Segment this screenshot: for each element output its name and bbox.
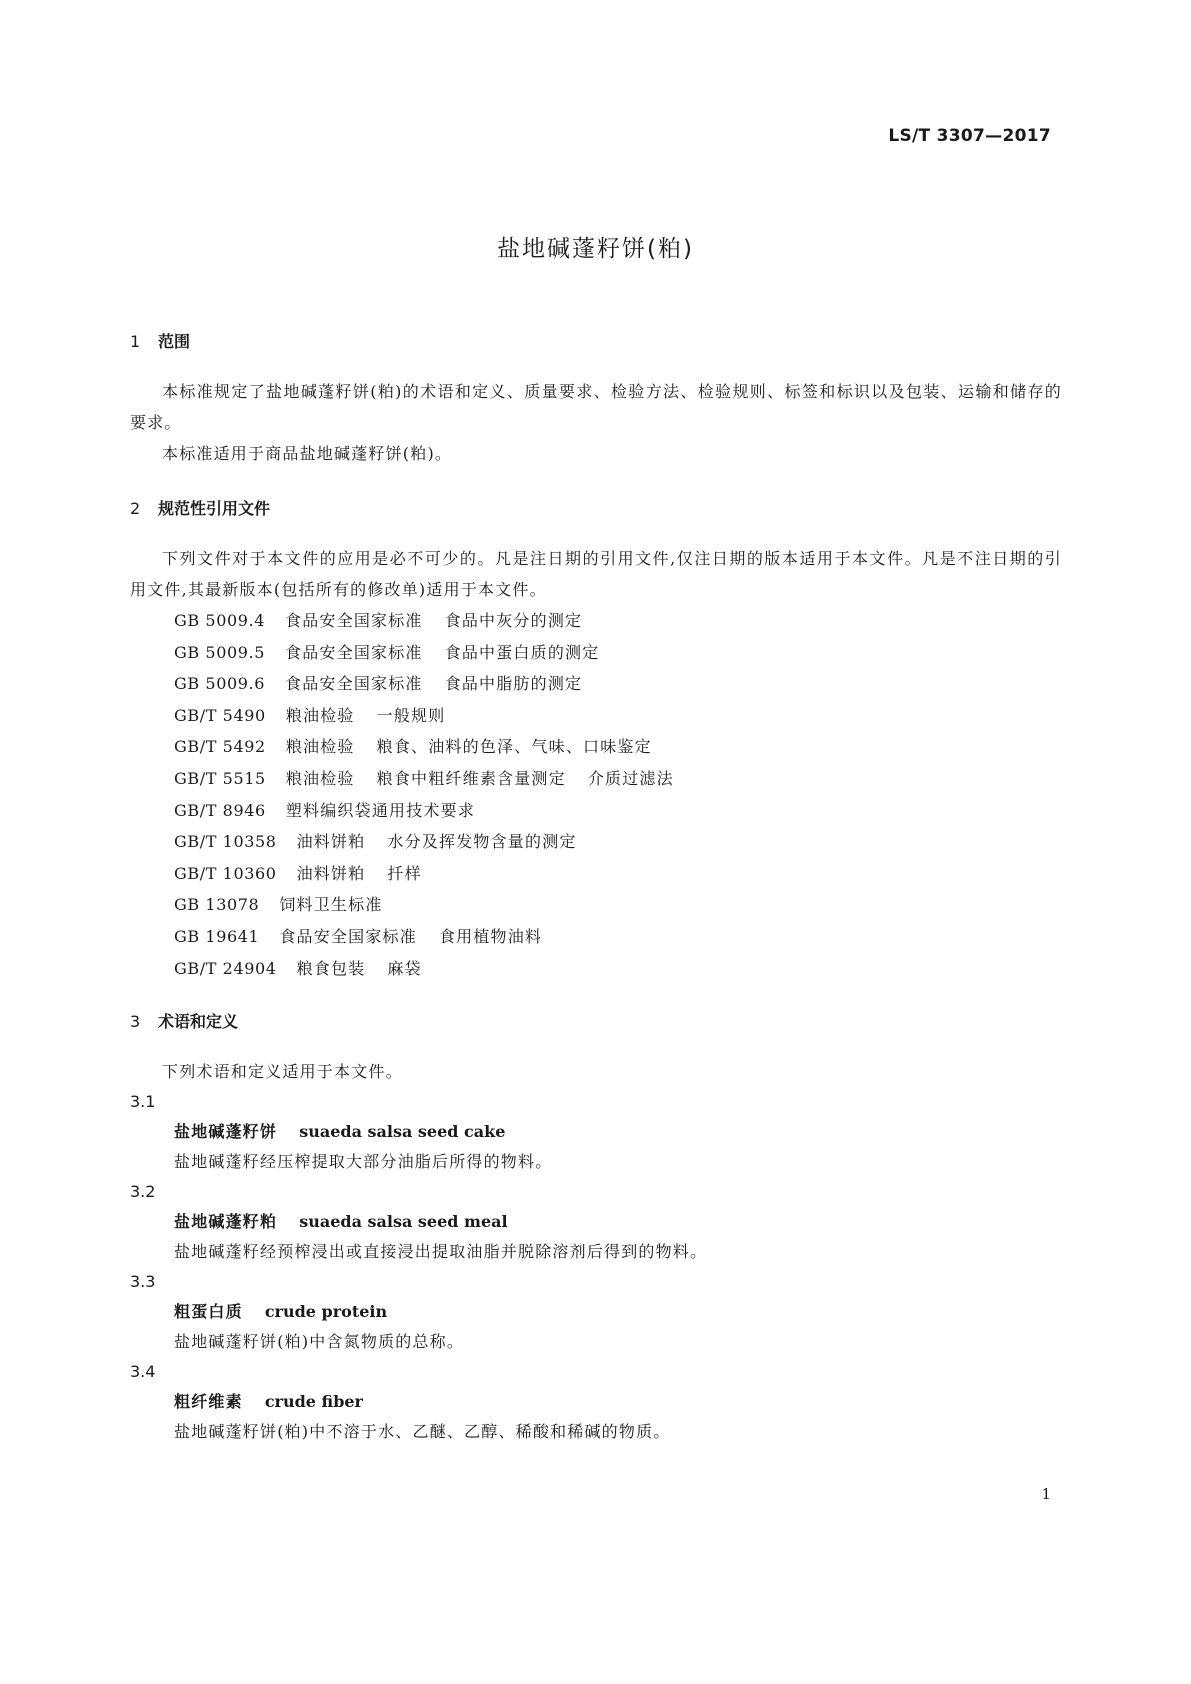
term-definition: 盐地碱蓬籽经预榨浸出或直接浸出提取油脂并脱除溶剂后得到的物料。: [174, 1242, 708, 1262]
reference-title-part: 食品中蛋白质的测定: [444, 642, 600, 662]
term-english: crude fiber: [264, 1392, 363, 1412]
reference-title: [286, 737, 652, 756]
reference-item: [130, 637, 1062, 669]
term-heading: [130, 1207, 1062, 1237]
term-number: 3.4: [130, 1362, 156, 1382]
standard-code: LS/T 3307—2017: [888, 126, 1051, 146]
reference-title: [285, 611, 582, 630]
reference-code: GB/T 10358: [174, 832, 277, 852]
reference-code: GB/T 5492: [174, 737, 266, 757]
section-number: 3: [130, 1012, 141, 1032]
reference-title: [279, 927, 542, 946]
reference-code: GB/T 24904: [174, 958, 277, 978]
reference-title-part: 油料饼粕: [296, 863, 366, 883]
section-title: 规范性引用文件: [158, 499, 271, 518]
reference-title-part: 油料饼粕: [296, 832, 366, 852]
section-title: 范围: [158, 332, 191, 351]
paragraph: 本标准规定了盐地碱蓬籽饼(粕)的术语和定义、质量要求、检验方法、检验规则、标签和标识以及包装、运输和储存的要求。: [130, 382, 1062, 432]
reference-title-part: 一般规则: [376, 705, 446, 725]
reference-code: GB/T 10360: [174, 863, 277, 883]
reference-title: [279, 895, 382, 914]
section-heading-terms-definitions: [130, 1010, 1062, 1034]
reference-title: [297, 832, 577, 851]
reference-title-part: 粮食、油料的色泽、气味、口味鉴定: [376, 737, 652, 757]
reference-title-part: 扦样: [387, 863, 422, 883]
term-number: 3.1: [130, 1092, 156, 1112]
reference-title-part: 粮油检验: [285, 705, 355, 725]
term-heading: [130, 1117, 1062, 1147]
section-number: 1: [130, 332, 141, 351]
paragraph: 下列术语和定义适用于本文件。: [162, 1062, 403, 1082]
term-chinese: 盐地碱蓬籽粕: [174, 1212, 278, 1232]
reference-code: GB 19641: [174, 926, 260, 946]
paragraph: 下列文件对于本文件的应用是必不可少的。凡是注日期的引用文件,仅注日期的版本适用于本文件。凡是不注日期的引用文件,其最新版本(包括所有的修改单)适用于本文件。: [130, 549, 1062, 599]
reference-item: [130, 889, 1062, 921]
reference-title-part: 粮油检验: [285, 737, 355, 757]
reference-title: [286, 769, 674, 788]
reference-item: [130, 953, 1062, 985]
reference-title: [297, 864, 422, 883]
reference-item: [130, 731, 1062, 763]
reference-title-part: 食品安全国家标准: [285, 642, 423, 662]
reference-title-part: 麻袋: [387, 958, 422, 978]
reference-code: GB 5009.6: [174, 674, 266, 694]
reference-title-part: 水分及挥发物含量的测定: [387, 832, 577, 852]
term-number: 3.3: [130, 1272, 156, 1292]
term-chinese: 粗蛋白质: [174, 1302, 243, 1322]
reference-code: GB/T 8946: [174, 800, 266, 820]
term-definition: 盐地碱蓬籽饼(粕)中含氮物质的总称。: [174, 1332, 465, 1352]
term-english: crude protein: [264, 1302, 388, 1322]
reference-item: [130, 858, 1062, 890]
reference-title-part: 饲料卫生标准: [279, 895, 383, 915]
term-english: suaeda salsa seed meal: [299, 1212, 508, 1232]
section-title: 术语和定义: [158, 1012, 239, 1032]
reference-title: [285, 643, 599, 662]
term-chinese: 盐地碱蓬籽饼: [174, 1122, 278, 1142]
reference-title-part: 粮油检验: [285, 768, 355, 788]
reference-code: GB 13078: [174, 895, 260, 915]
term-heading: [130, 1387, 1062, 1417]
reference-item: [130, 605, 1062, 637]
reference-code: GB/T 5515: [174, 768, 266, 788]
reference-title-part: 食品安全国家标准: [279, 926, 417, 946]
reference-item: [130, 826, 1062, 858]
reference-title: [286, 801, 475, 820]
reference-title-part: 粮食中粗纤维素含量测定: [376, 768, 566, 788]
reference-item: [130, 921, 1062, 953]
reference-title-part: 食品中脂肪的测定: [444, 674, 583, 694]
reference-title-part: 食品安全国家标准: [285, 674, 423, 694]
section-number: 2: [130, 499, 141, 518]
reference-item: [130, 763, 1062, 795]
reference-title-part: 食用植物油料: [438, 926, 543, 946]
reference-title-part: 介质过滤法: [587, 768, 674, 788]
term-definition: 盐地碱蓬籽饼(粕)中不溶于水、乙醚、乙醇、稀酸和稀碱的物质。: [174, 1422, 671, 1442]
reference-title-part: 粮食包装: [296, 958, 366, 978]
term-number: 3.2: [130, 1182, 156, 1202]
reference-title-part: 食品中灰分的测定: [444, 611, 583, 630]
term-english: suaeda salsa seed cake: [299, 1122, 506, 1142]
reference-code: GB 5009.4: [174, 611, 266, 630]
page-number: 1: [1041, 1485, 1051, 1503]
reference-code: GB/T 5490: [174, 705, 266, 725]
reference-item: [130, 795, 1062, 827]
term-list: [130, 1087, 1062, 1447]
paragraph: 本标准适用于商品盐地碱蓬籽饼(粕)。: [162, 444, 453, 463]
document-body: [130, 330, 1062, 1447]
reference-title: [285, 674, 582, 693]
reference-item: [130, 700, 1062, 732]
term-chinese: 粗纤维素: [174, 1392, 243, 1412]
reference-title-part: 食品安全国家标准: [285, 611, 423, 630]
term-definition: 盐地碱蓬籽经压榨提取大部分油脂后所得的物料。: [174, 1152, 553, 1172]
reference-title-part: 塑料编织袋通用技术要求: [285, 800, 476, 820]
document-title: 盐地碱蓬籽饼(粕): [497, 236, 694, 262]
reference-item: [130, 668, 1062, 700]
section-heading-scope: [130, 330, 1062, 354]
reference-title: [297, 959, 422, 978]
section-heading-normative-references: [130, 497, 1062, 521]
reference-list: [130, 605, 1062, 984]
reference-code: GB 5009.5: [174, 642, 266, 662]
reference-title: [286, 706, 446, 725]
term-heading: [130, 1297, 1062, 1327]
